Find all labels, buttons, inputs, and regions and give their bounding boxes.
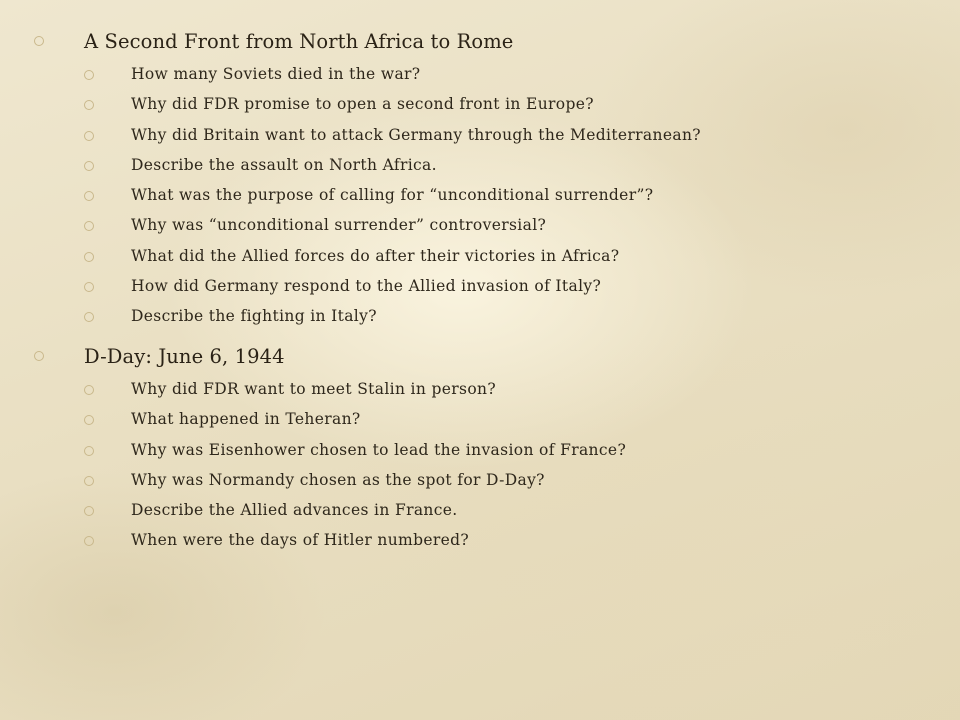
circle-bullet-icon (84, 536, 94, 546)
list-item-text: When were the days of Hitler numbered? (131, 531, 470, 550)
list-item-text: How did Germany respond to the Allied invasion of Italy? (131, 277, 602, 296)
list-item-text: What happened in Teheran? (131, 410, 361, 429)
list-item-text: What did the Allied forces do after their victories in Africa? (131, 246, 620, 265)
section-heading-text: A Second Front from North Africa to Rome (84, 30, 514, 53)
circle-bullet-icon (84, 191, 94, 201)
circle-bullet-icon (84, 446, 94, 456)
list-item-text: How many Soviets died in the war? (131, 65, 421, 83)
circle-bullet-icon (84, 70, 94, 80)
list-item-text: Why was Normandy chosen as the spot for D-Day? (131, 470, 545, 489)
section-second-front (0, 28, 960, 332)
list-item (0, 180, 960, 210)
list-item (0, 150, 960, 180)
circle-bullet-icon (84, 476, 94, 486)
circle-bullet-icon (84, 506, 94, 516)
section-heading (0, 343, 960, 371)
list-item (0, 89, 960, 119)
circle-bullet-icon (84, 312, 94, 322)
list-item-text: Describe the assault on North Africa. (131, 155, 437, 174)
circle-bullet-icon (84, 100, 94, 110)
list-item (0, 120, 960, 150)
list-item (0, 271, 960, 301)
list-item (0, 404, 960, 434)
list-item-text: Describe the fighting in Italy? (131, 307, 377, 326)
list-item-text: Why did FDR promise to open a second front in Europe? (131, 95, 594, 114)
circle-bullet-icon (84, 282, 94, 292)
list-item (0, 301, 960, 331)
circle-bullet-icon (84, 415, 94, 425)
list-item-text: Why did Britain want to attack Germany through the Mediterranean? (131, 125, 701, 144)
circle-bullet-icon (84, 161, 94, 171)
circle-bullet-icon (84, 385, 94, 395)
question-list (0, 59, 960, 332)
list-item-text: Why was Eisenhower chosen to lead the invasion of France? (131, 440, 627, 459)
list-item (0, 525, 960, 555)
section-d-day (0, 343, 960, 556)
circle-bullet-icon (34, 351, 44, 361)
list-item (0, 210, 960, 240)
list-item-text: Why was “unconditional surrender” controversial? (131, 216, 547, 235)
list-item (0, 59, 960, 89)
list-item-text: What was the purpose of calling for “unconditional surrender”? (131, 186, 654, 205)
section-heading (0, 28, 960, 56)
list-item-text: Why did FDR want to meet Stalin in person? (131, 380, 497, 398)
list-item (0, 241, 960, 271)
list-item-text: Describe the Allied advances in France. (131, 501, 458, 520)
list-item (0, 374, 960, 404)
question-list (0, 374, 960, 556)
list-item (0, 495, 960, 525)
section-heading-text: D-Day: June 6, 1944 (84, 345, 285, 368)
circle-bullet-icon (84, 252, 94, 262)
circle-bullet-icon (84, 131, 94, 141)
list-item (0, 435, 960, 465)
list-item (0, 465, 960, 495)
circle-bullet-icon (34, 36, 44, 46)
circle-bullet-icon (84, 221, 94, 231)
